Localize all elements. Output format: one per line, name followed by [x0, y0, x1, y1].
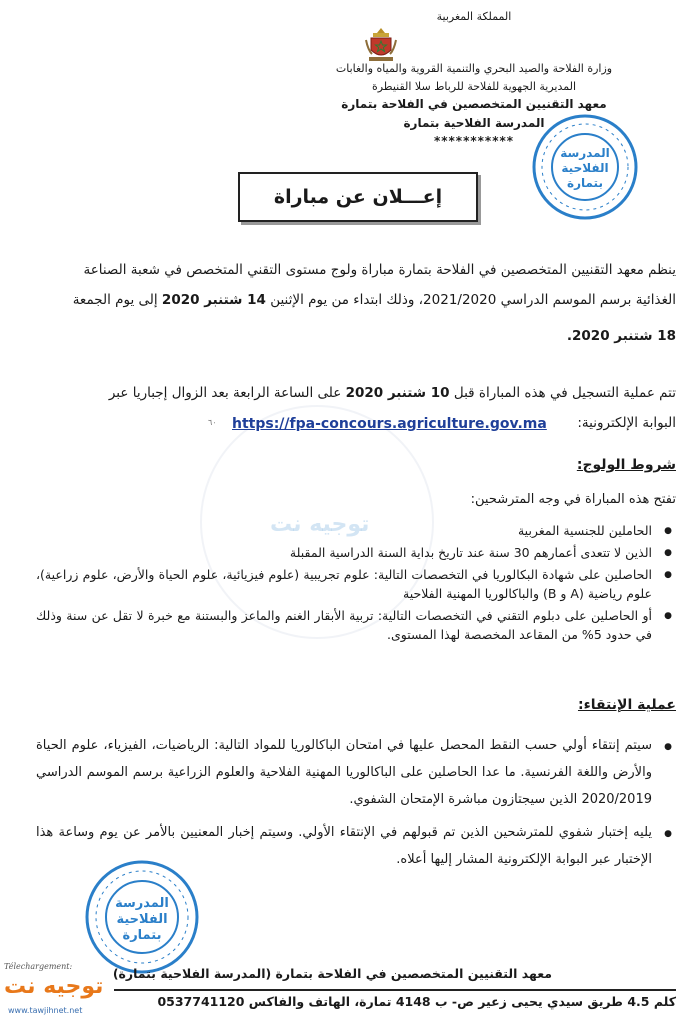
registration-deadline: 10 شتنبر 2020: [345, 385, 450, 401]
stamp-bottom-line-2: الفلاحية: [116, 912, 168, 927]
intro-paragraph: [18, 255, 676, 351]
intro-line-2: [18, 285, 676, 315]
school-stamp-icon: [530, 112, 640, 222]
school-stamp-bottom-icon: [82, 857, 202, 977]
handwritten-mark: ٦٠: [208, 418, 217, 427]
registration-part-2: على الساعة الرابعة بعد الزوال إجباريا عبر: [108, 385, 342, 401]
download-label: Télechargement:: [4, 962, 73, 971]
footer-institution: معهد التقنيين المتخصصين في الفلاحة بتمارة (المدرسة الفلاحية بتمارة): [112, 966, 552, 981]
royal-crest-icon: [364, 26, 398, 64]
footer-address: كلم 4.5 طريق سيدي يحيى زعير ص- ب 4148 تمارة، الهاتف والفاكس 0537741120: [157, 994, 676, 1009]
list-item: ● يليه إختبار شفوي للمترشحين الذين تم قبولهم في الإنتقاء الأولي. وسيتم إخبار المعنيين بالأمر عن يوم وساعة هذا الإختبار عبر البوابة الإلكترونية المشار إليها أعلاه.: [36, 819, 676, 873]
brand-logo: توجيه نت: [4, 974, 104, 999]
intro-line-2b: إلى يوم الجمعة: [72, 292, 158, 308]
stamp-bottom-line-1: المدرسة: [115, 896, 169, 911]
list-item: ● أو الحاصلين على دبلوم التقني في التخصصات التالية: تربية الأبقار الغنم والماعز والبستنة مع خبرة لا تقل عن سنة وذلك في حدود 5% من المقاعد المخصصة لهذا المستوى.: [36, 606, 676, 644]
intro-date-start: 14 شتنبر 2020: [161, 292, 266, 308]
portal-link[interactable]: https://fpa-concours.agriculture.gov.ma: [232, 416, 547, 432]
list-item: ● الحاملين للجنسية المغربية: [36, 521, 676, 540]
registration-part-1: تتم عملية التسجيل في هذه المباراة قبل: [453, 385, 676, 401]
conditions-intro: تفتح هذه المباراة في وجه المترشحين:: [470, 492, 676, 507]
direction-label: المديرية الجهوية للفلاحة للرباط سلا القنيطرة: [371, 80, 577, 93]
kingdom-label: المملكة المغربية: [436, 10, 512, 23]
institute-label: معهد التقنيين المتخصصين في الفلاحة بتمارة: [341, 97, 607, 111]
stamp-line-1: المدرسة: [560, 146, 610, 160]
brand-url[interactable]: www.tawjihnet.net: [8, 1006, 83, 1015]
list-item: ● الذين لا تتعدى أعمارهم 30 سنة عند تاريخ بداية السنة الدراسية المقبلة: [36, 543, 676, 562]
stars-divider: ***********: [433, 134, 515, 148]
portal-label: البوابة الإلكترونية:: [577, 415, 676, 431]
registration-line: [18, 378, 676, 408]
intro-date-end: 18 شتنبر 2020.: [566, 328, 676, 344]
footer-divider: [114, 989, 676, 991]
watermark-text: توجيه نت: [270, 512, 370, 537]
intro-line-2a: الغذائية برسم الموسم الدراسي 2021/2020، وذلك ابتداء من يوم الإثنين: [270, 292, 676, 308]
ministry-label: وزارة الفلاحة والصيد البحري والتنمية القروية والمياه والغابات: [335, 62, 613, 75]
stamp-line-3: بتمارة: [567, 176, 603, 190]
stamp-bottom-line-3: بتمارة: [122, 928, 162, 943]
page-title: إعـــلان عن مباراة: [238, 172, 478, 222]
school-label: المدرسة الفلاحية بتمارة: [403, 116, 545, 130]
conditions-title: شروط الولوج:: [576, 457, 676, 473]
selection-title: عملية الإنتقاء:: [577, 697, 676, 713]
stamp-line-2: الفلاحية: [561, 161, 609, 175]
list-item: ● الحاصلين على شهادة البكالوريا في التخصصات التالية: علوم تجريبية (علوم فيزيائية، علوم الحياة والأرض، علوم زراعية)، علوم رياضية (A و B) والباكالوريا المهنية الفلاحية: [36, 565, 676, 603]
intro-line-1: ينظم معهد التقنيين المتخصصين في الفلاحة بتمارة مباراة ولوج مستوى التقني المتخصص في شعبة الصناعة: [83, 262, 676, 278]
conditions-list: [36, 521, 676, 647]
list-item: ● سيتم إنتقاء أولي حسب النقط المحصل عليها في امتحان الباكالوريا للمواد التالية: الرياضيات، الفيزياء، علوم الحياة والأرض واللغة الفرنسية. ما عدا الحاصلين على الباكالوريا المهنية الفلاحية والعلوم الزراعية برسم الموسم الدراسي 2020/2019 الذين سيجتازون مباشرة الإمتحان الشفوي.: [36, 732, 676, 813]
